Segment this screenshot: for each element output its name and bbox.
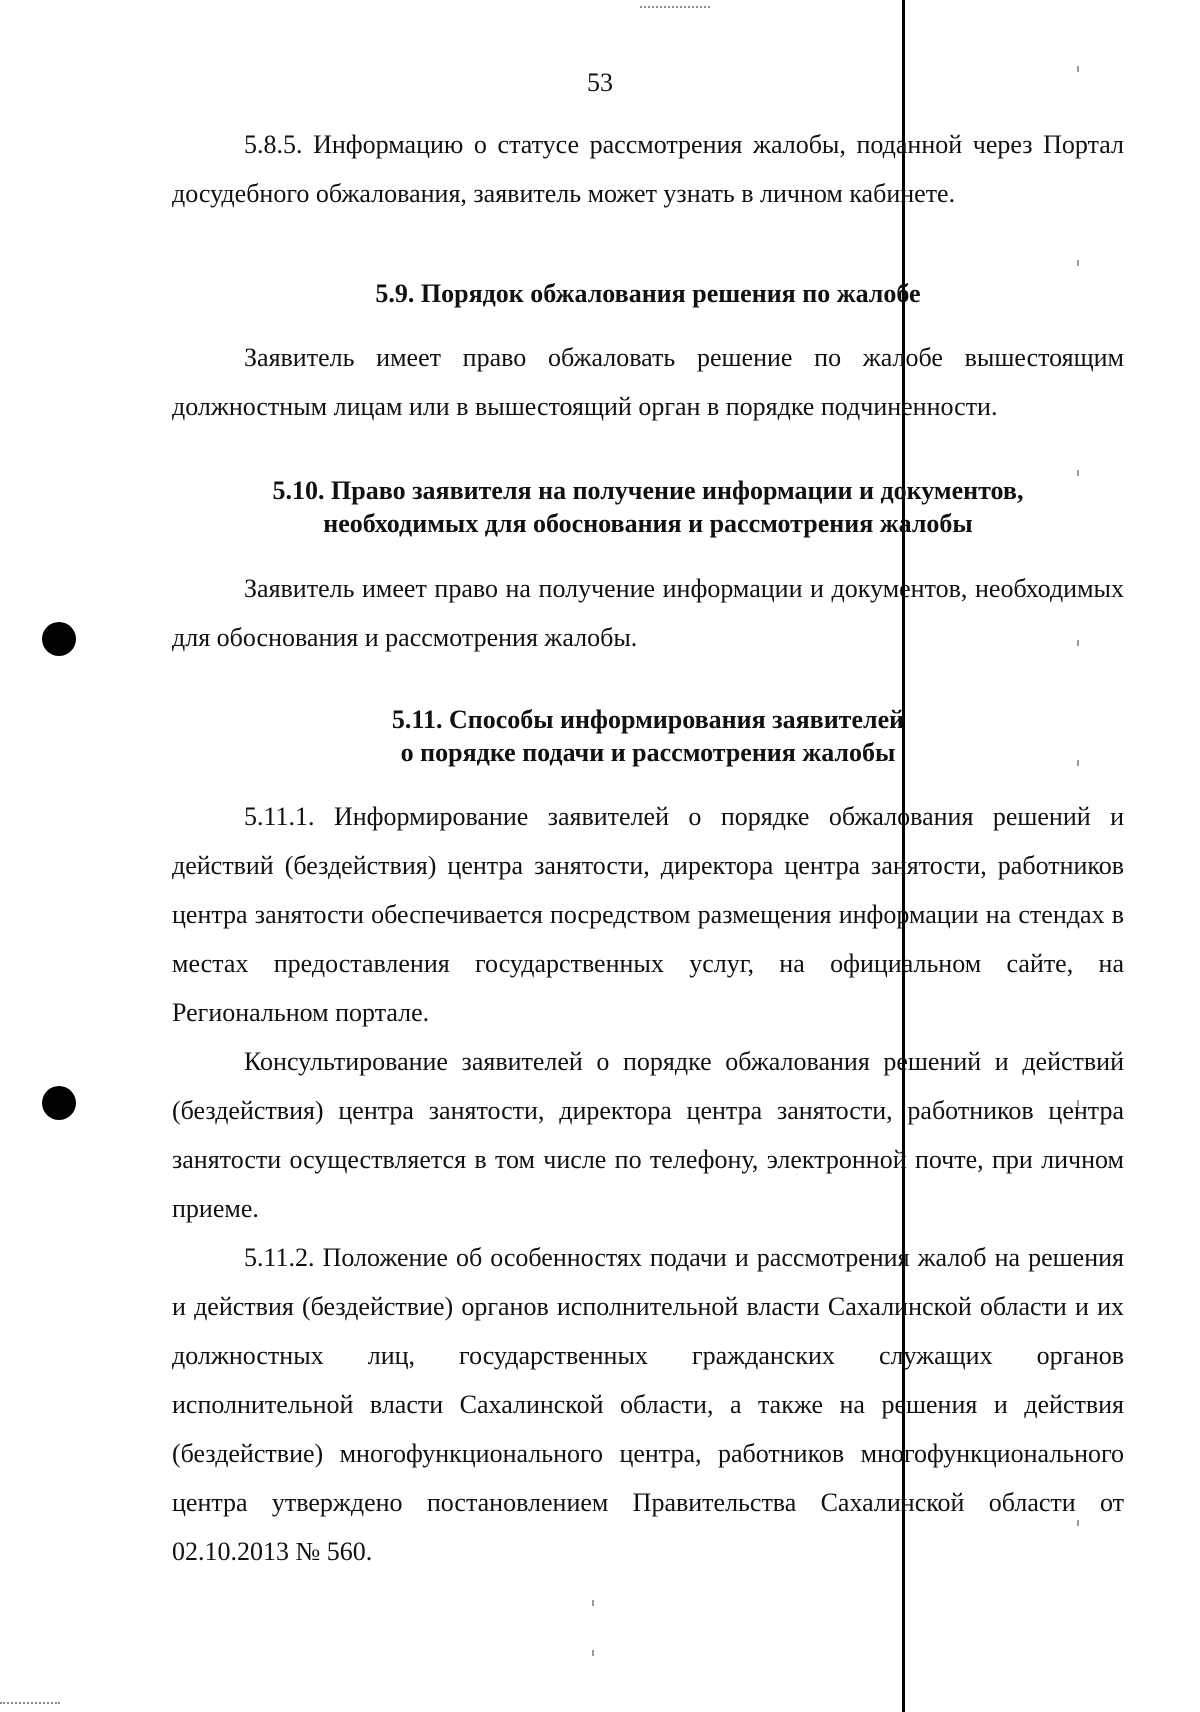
scan-speck [1077,260,1079,266]
paragraph-text: Заявитель имеет право на получение информации и документов, необходимых для обоснования и рассмотрения жалобы. [172,574,1125,652]
section-heading-5-11 [172,703,1124,769]
paragraph-text: 5.11.1. Информирование заявителей о порядке обжалования решений и действий (бездействия) центра занятости, директора центра занятости, работников центра занятости обеспечивается посредством размещения информации на стендах в местах предоставления государственных услуг, на официальном сайте, на Региональном портале. [172,802,1125,1027]
page-number: 53 [587,68,613,97]
paragraph-5-11-1 [172,792,1124,1037]
paragraph-text: 5.11.2. Положение об особенностях подачи и рассмотрения жалоб на решения и действия (бездействие) органов исполнительной власти Сахалинской области и их должностных лиц, государственных гражданских служащих органов исполнительной власти Сахалинской области, а также на решения и действия (бездействие) многофункционального центра, работников многофункционального центра утверждено постановлением Правительства Сахалинской области от 02.10.2013 № 560. [172,1243,1125,1566]
section-heading-5-10 [172,474,1124,540]
heading-line: необходимых для обоснования и рассмотрения жалобы [323,509,973,538]
paragraph-5-9 [172,333,1124,431]
paragraph-consultation [172,1037,1124,1233]
paragraph-5-10 [172,564,1124,662]
heading-line: о порядке подачи и рассмотрения жалобы [400,738,896,767]
heading-line: 5.10. Право заявителя на получение информации и документов, [272,476,1024,505]
paragraph-5-11-2 [172,1233,1124,1576]
paragraph-5-8-5 [172,120,1124,218]
heading-line: 5.11. Способы информирования заявителей [391,705,905,734]
paragraph-text: Заявитель имеет право обжаловать решение по жалобе вышестоящим должностным лицам или в вышестоящий орган в порядке подчиненности. [172,343,1124,421]
heading-line: 5.9. Порядок обжалования решения по жалобе [375,279,921,308]
paragraph-text: Консультирование заявителей о порядке обжалования решений и действий (бездействия) центра занятости, директора центра занятости, работников центра занятости осуществляется в том числе по телефону, электронной почте, при личном приеме. [172,1047,1125,1223]
section-heading-5-9 [172,277,1124,310]
scan-speck [592,1600,594,1606]
paragraph-text: 5.8.5. Информацию о статусе рассмотрения жалобы, поданной через Портал досудебного обжалования, заявитель может узнать в личном кабинете. [172,130,1124,208]
punch-hole-bottom [42,1086,76,1120]
punch-hole-top [42,622,76,656]
scan-edge-marks [640,0,710,8]
scan-speck [592,1650,594,1656]
scan-edge-marks [0,1702,60,1706]
